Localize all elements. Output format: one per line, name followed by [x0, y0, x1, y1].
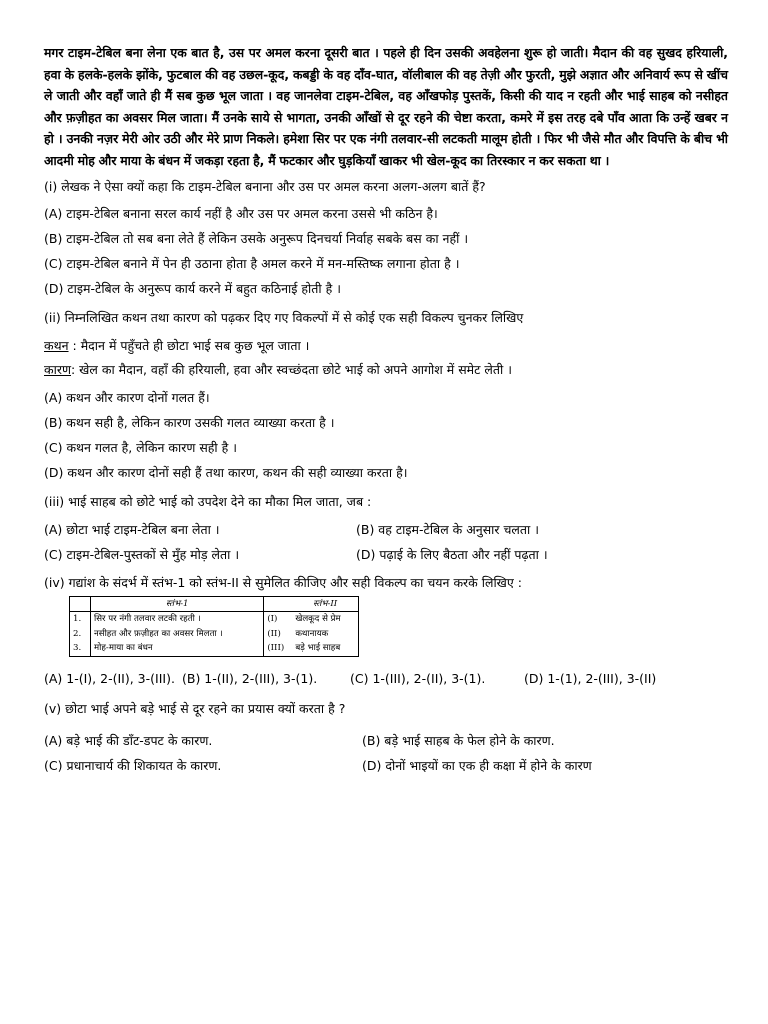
row-roman: (I) [267, 614, 278, 625]
option-3a: (A) छोटा भाई टाइम-टेबिल बना लेता । [44, 521, 220, 537]
question-3-options [44, 521, 728, 564]
karan-label: कारण [44, 361, 71, 377]
question-1-options [44, 205, 728, 298]
row-right: बड़े भाई साहब [295, 643, 341, 654]
row-left: मोह-माया का बंधन [91, 641, 264, 656]
match-table-wrapper [44, 596, 728, 670]
row-right: खेलकूद से प्रेम [295, 614, 341, 625]
passage-text: मगर टाइम-टेबिल बना लेना एक बात है, उस पर अमल करना दूसरी बात । पहले ही दिन उसकी अवहेलना शुरू हो जाती। मैदान की वह सुखद हरियाली, हवा के हलके-हलके झोंके, फुटबाल की वह उछल-कूद, कबड्डी के वह दाँव-घात, वॉलीबाल की वह तेज़ी और फुरती, मुझे अज्ञात और अनिवार्य रूप से खींच ले जाती और वहाँ जाते ही मैं सब कुछ भूल जाता । वह जानलेवा टाइम-टेबिल, वह आँखफोड़ पुस्तकें, किसी की याद न रहती और भाई साहब को नसीहत और फ़ज़ीहत का अवसर मिल जाता। मैं उनके साये से भागता, उनकी आँखों से दूर रहने की चेष्टा करता, कमरे में इस तरह दबे पाँव आता कि उन्हें खबर न हो । उनकी नज़र मेरी ओर उठी और मेरे प्राण निकले। हमेशा सिर पर एक नंगी तलवार-सी लटकती मालूम होती । फिर भी जैसे मौत और विपत्ति के बीच भी आदमी मोह और माया के बंधन में जकड़ा रहता है, मैं फटकार और घुड़कियाँ खाकर भी खेल-कूद का तिरस्कार न कर सकता था । [44, 45, 728, 168]
option-4c: (C) 1-(III), 2-(II), 3-(1). [350, 670, 486, 686]
question-3: (iii) भाई साहब को छोटे भाई को उपदेश देने का मौका मिल जाता, जब : [44, 493, 372, 509]
option-2b: (B) कथन सही है, लेकिन कारण उसकी गलत व्याख्या करता है । [44, 414, 335, 430]
document-page [44, 42, 728, 775]
kathan-label: कथन [44, 337, 69, 353]
kathan-karan [44, 337, 728, 379]
row-roman: (II) [267, 628, 281, 639]
row-right: कथानायक [295, 628, 329, 639]
option-1d: (D) टाइम-टेबिल के अनुरूप कार्य करने में बहुत कठिनाई होती है । [44, 280, 341, 296]
question-5-options [44, 732, 728, 775]
column-1-header: स्तंभ-1 [91, 596, 264, 612]
question-1: (i) लेखक ने ऐसा क्यों कहा कि टाइम-टेबिल बनाना और उस पर अमल करना अलग-अलग बातें हैं? [44, 178, 486, 194]
question-4: (iv) गद्यांश के संदर्भ में स्तंभ-1 को स्तंभ-II से सुमेलित कीजिए और सही विकल्प का चयन करके लिखिए : [44, 574, 523, 590]
row-left: सिर पर नंगी तलवार लटकी रहती । [91, 612, 264, 627]
row-number: 2. [70, 627, 91, 642]
option-5b: (B) बड़े भाई साहब के फेल होने के कारण. [362, 732, 555, 748]
question-2: (ii) निम्नलिखित कथन तथा कारण को पढ़कर दिए गए विकल्पों में से कोई एक सही विकल्प चुनकर लिखिए [44, 309, 524, 325]
question-4-options [44, 670, 728, 688]
option-3d: (D) पढ़ाई के लिए बैठता और नहीं पढ़ता । [356, 546, 548, 562]
option-1a: (A) टाइम-टेबिल बनाना सरल कार्य नहीं है और उस पर अमल करना उससे भी कठिन है। [44, 205, 438, 221]
question-2-options [44, 389, 728, 482]
row-roman: (III) [267, 643, 285, 654]
option-5d: (D) दोनों भाइयों का एक ही कक्षा में होने के कारण [362, 757, 592, 773]
question-5: (v) छोटा भाई अपने बड़े भाई से दूर रहने का प्रयास क्यों करता है ? [44, 700, 346, 716]
row-number: 1. [70, 612, 91, 627]
row-number: 3. [70, 641, 91, 656]
option-4d: (D) 1-(1), 2-(III), 3-(II) [524, 670, 657, 686]
match-table [69, 596, 359, 657]
option-5a: (A) बड़े भाई की डाँट-डपट के कारण. [44, 732, 213, 748]
karan-text: : खेल का मैदान, वहाँ की हरियाली, हवा और स्वच्छंदता छोटे भाई को अपने आगोश में समेट लेती । [71, 361, 512, 377]
karan-line [44, 361, 728, 379]
table-row [70, 641, 359, 656]
option-2a: (A) कथन और कारण दोनों गलत हैं। [44, 389, 210, 405]
option-1c: (C) टाइम-टेबिल बनाने में पेन ही उठाना होता है अमल करने में मन-मस्तिष्क लगाना होता है । [44, 255, 460, 271]
option-2d: (D) कथन और कारण दोनों सही हैं तथा कारण, कथन की सही व्याख्या करता है। [44, 464, 408, 480]
option-2c: (C) कथन गलत है, लेकिन कारण सही है । [44, 439, 237, 455]
option-4a: (A) 1-(I), 2-(II), 3-(III). [44, 670, 175, 686]
kathan-text: : मैदान में पहुँचते ही छोटा भाई सब कुछ भूल जाता । [68, 337, 310, 353]
option-3b: (B) वह टाइम-टेबिल के अनुसार चलता । [356, 521, 539, 537]
column-2-header: स्तंभ-II [292, 596, 358, 612]
option-5c: (C) प्रधानाचार्य की शिकायत के कारण. [44, 757, 222, 773]
option-1b: (B) टाइम-टेबिल तो सब बना लेते हैं लेकिन उसके अनुरूप दिनचर्या निर्वाह सबके बस का नहीं । [44, 230, 469, 246]
row-left: नसीहत और फ़ज़ीहत का अवसर मिलता । [91, 627, 264, 642]
match-table-header [70, 596, 359, 612]
table-row [70, 627, 359, 642]
option-3c: (C) टाइम-टेबिल-पुस्तकों से मुँह मोड़ लेता । [44, 546, 240, 562]
table-row [70, 612, 359, 627]
option-4b: (B) 1-(II), 2-(III), 3-(1). [182, 670, 318, 686]
kathan-line [44, 337, 728, 355]
